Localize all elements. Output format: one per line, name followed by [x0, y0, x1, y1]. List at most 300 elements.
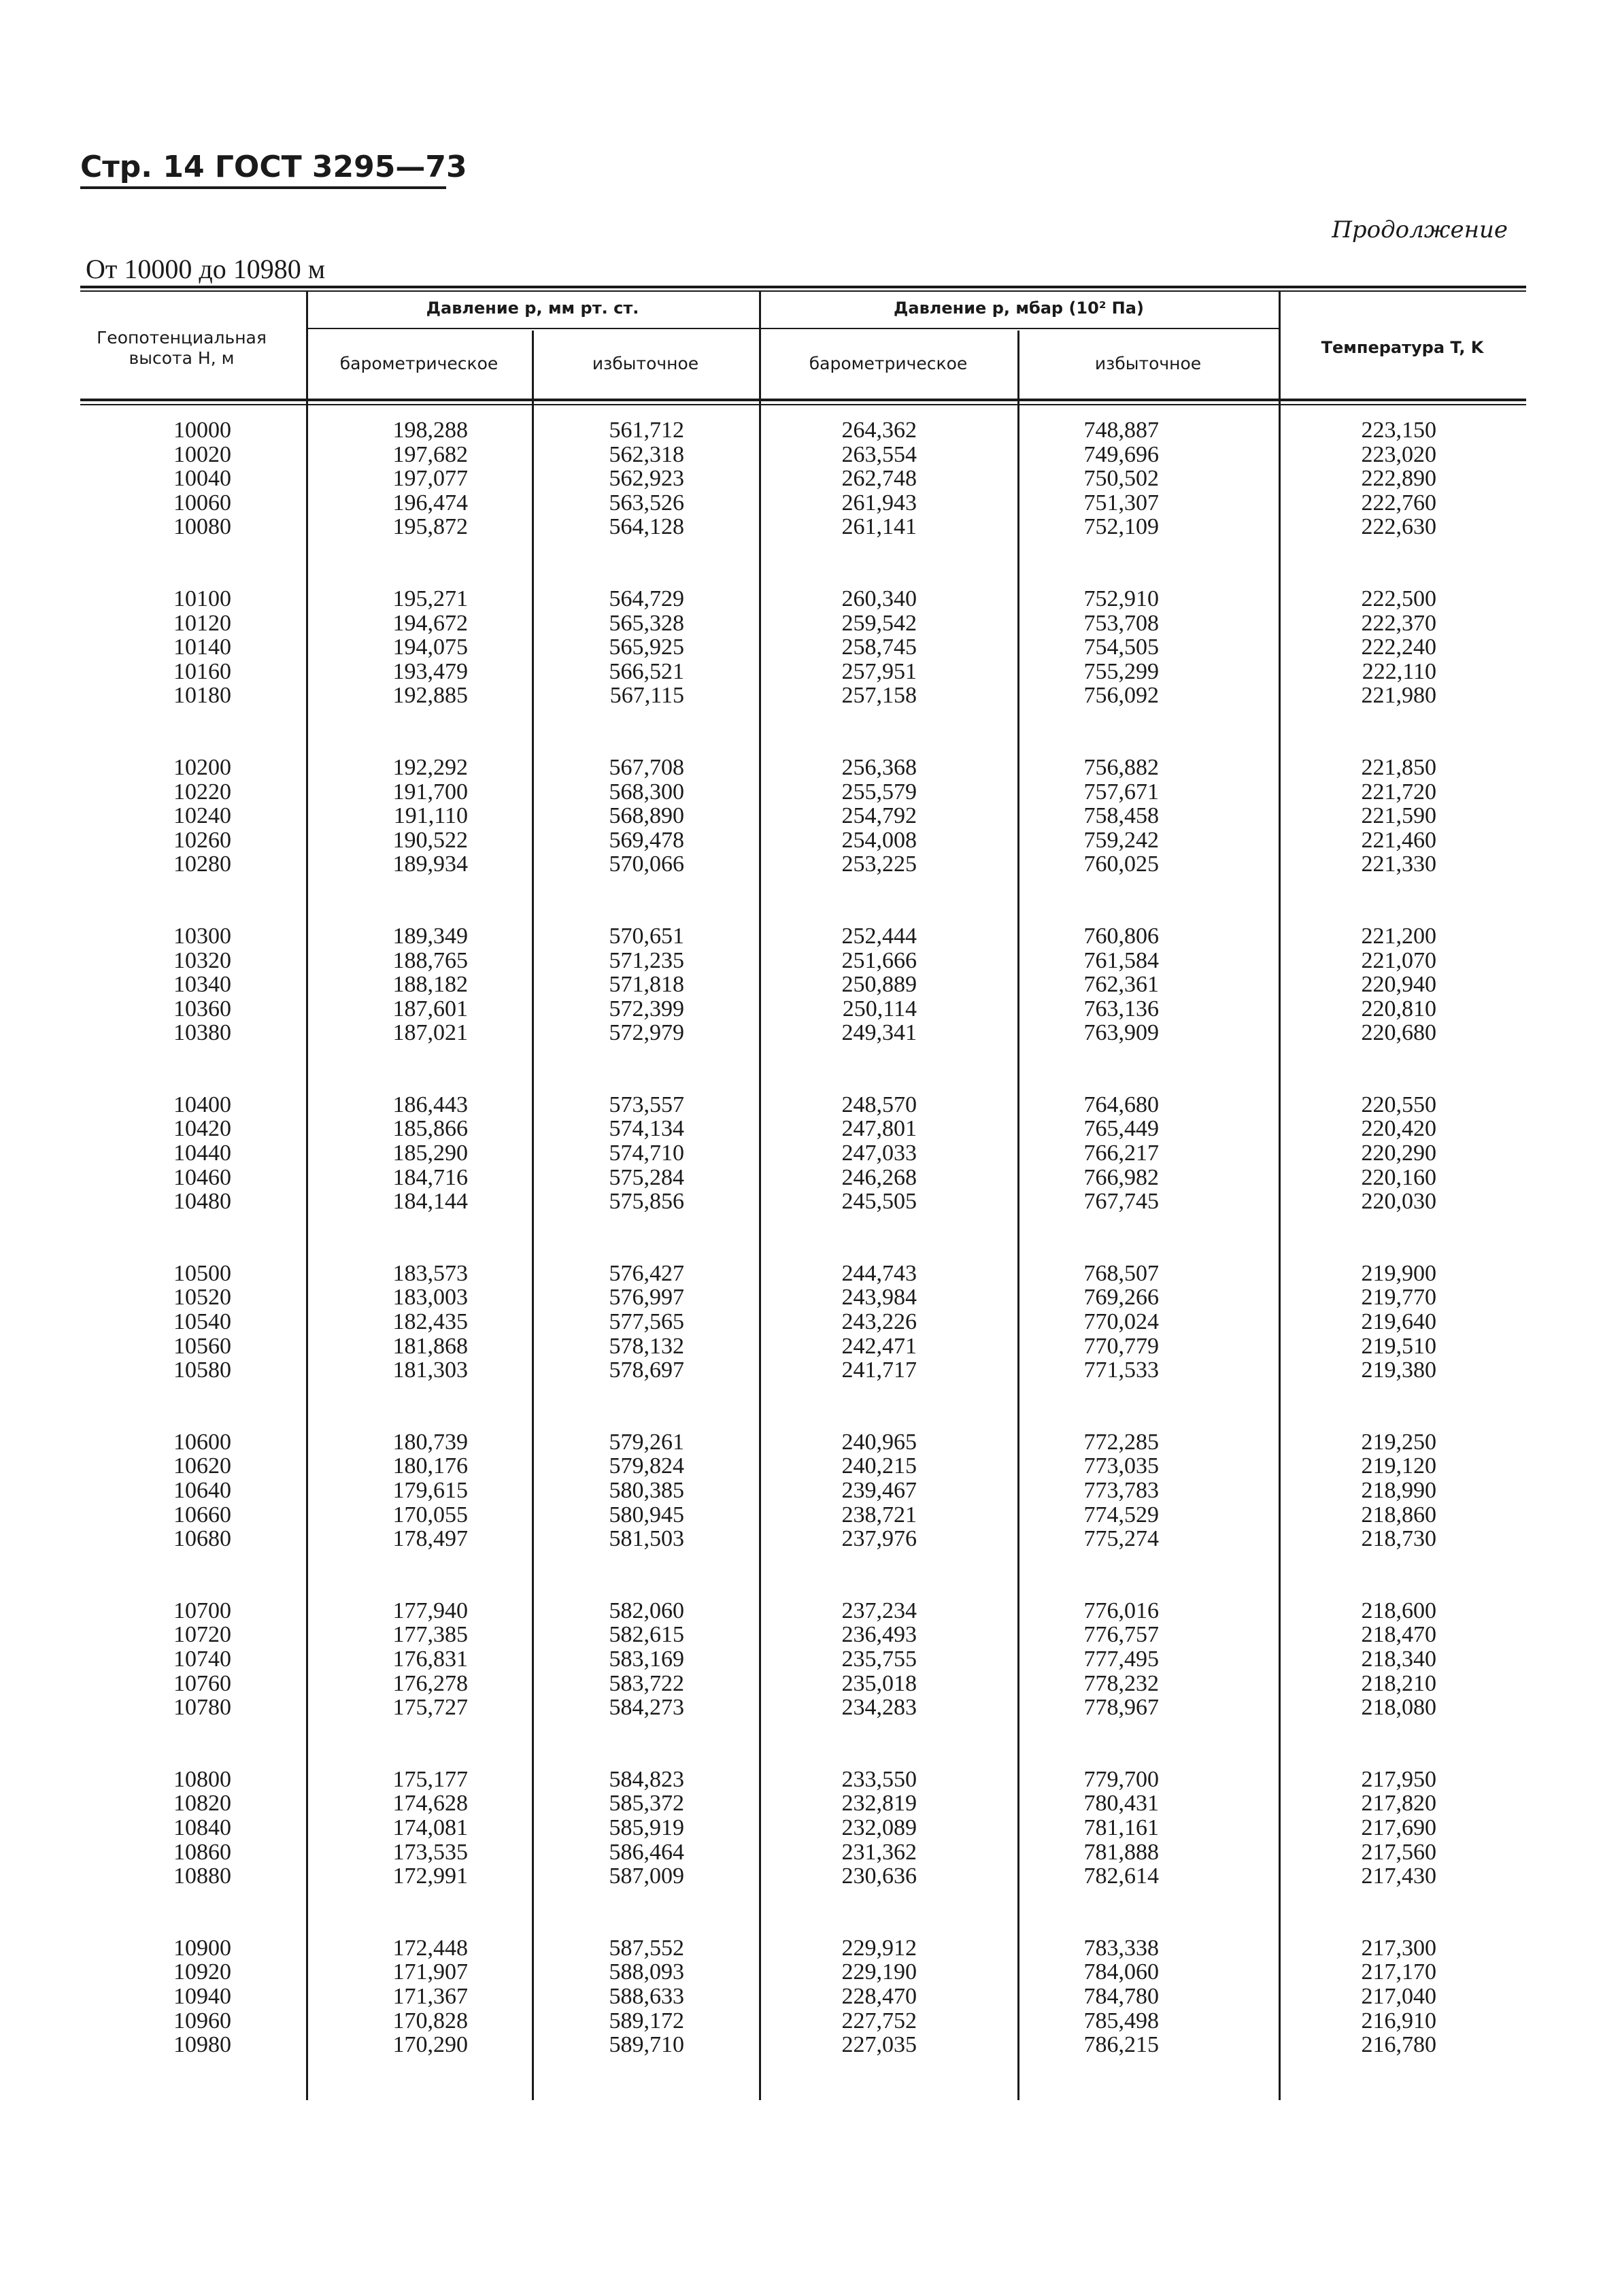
table-row	[80, 1647, 1526, 1672]
height-cell: 10280	[173, 851, 231, 877]
mbar-baro-cell: 263,554	[841, 441, 917, 467]
temp-cell: 218,990	[1361, 1478, 1436, 1503]
temp-cell: 223,020	[1361, 441, 1436, 467]
mbar-excess-cell: 774,529	[1083, 1502, 1159, 1527]
mm-excess-cell: 571,818	[609, 972, 684, 998]
mm-excess-cell: 589,172	[609, 2008, 684, 2033]
table-row	[80, 1503, 1526, 1527]
mbar-baro-cell: 260,340	[841, 586, 917, 611]
height-cell: 10800	[173, 1766, 231, 1792]
mbar-excess-cell: 778,967	[1083, 1695, 1159, 1721]
mm-baro-cell: 174,081	[392, 1814, 468, 1840]
mm-baro-cell: 177,940	[392, 1598, 468, 1623]
data-table	[80, 286, 1526, 2122]
height-cell: 10480	[173, 1189, 231, 1215]
mbar-baro-cell: 245,505	[841, 1189, 917, 1215]
mm-excess-cell: 567,708	[609, 754, 684, 780]
continuation-label: Продолжение	[1332, 216, 1508, 243]
height-cell: 10920	[173, 1959, 231, 1985]
mm-excess-cell: 584,273	[609, 1695, 684, 1721]
mm-excess-cell: 572,399	[609, 996, 684, 1022]
row-group	[80, 1768, 1526, 1889]
mbar-baro-cell: 246,268	[841, 1164, 917, 1190]
height-cell: 10380	[173, 1020, 231, 1046]
mm-baro-cell: 195,872	[392, 514, 468, 540]
col-mbar-excess-header: избыточное	[1094, 354, 1202, 373]
table-row	[80, 1021, 1526, 1045]
temp-cell: 223,150	[1361, 418, 1436, 443]
temp-cell: 221,460	[1361, 827, 1436, 853]
table-row	[80, 1599, 1526, 1623]
temp-cell: 220,160	[1361, 1164, 1436, 1190]
height-cell: 10700	[173, 1598, 231, 1623]
mm-excess-cell: 565,328	[609, 610, 684, 636]
temp-cell: 218,860	[1361, 1502, 1436, 1527]
mm-baro-cell: 173,535	[392, 1839, 468, 1865]
mbar-excess-cell: 761,584	[1083, 947, 1159, 973]
mm-baro-cell: 175,177	[392, 1766, 468, 1792]
mm-excess-cell: 570,651	[609, 923, 684, 949]
temp-cell: 218,730	[1361, 1526, 1436, 1552]
mbar-baro-cell: 232,819	[841, 1791, 917, 1817]
mm-excess-cell: 583,722	[609, 1670, 684, 1696]
table-row	[80, 973, 1526, 997]
height-cell: 10840	[173, 1814, 231, 1840]
page-header: Стр. 14 ГОСТ 3295—73	[80, 150, 467, 184]
mm-excess-cell: 586,464	[609, 1839, 684, 1865]
height-cell: 10660	[173, 1502, 231, 1527]
mm-baro-cell: 188,182	[392, 972, 468, 998]
mbar-excess-cell: 781,888	[1083, 1839, 1159, 1865]
mbar-baro-cell: 230,636	[841, 1863, 917, 1889]
mbar-excess-cell: 753,708	[1083, 610, 1159, 636]
table-row	[80, 1840, 1526, 1865]
temp-cell: 220,030	[1361, 1189, 1436, 1215]
height-cell: 10360	[173, 996, 231, 1022]
mbar-baro-cell: 261,141	[841, 514, 917, 540]
mm-excess-cell: 580,945	[609, 1502, 684, 1527]
mm-baro-cell: 181,868	[392, 1333, 468, 1359]
table-row	[80, 997, 1526, 1022]
height-cell: 10220	[173, 779, 231, 805]
mbar-baro-cell: 244,743	[841, 1260, 917, 1286]
height-cell: 10100	[173, 586, 231, 611]
mbar-excess-cell: 759,242	[1083, 827, 1159, 853]
mbar-excess-cell: 786,215	[1083, 2032, 1159, 2058]
mbar-excess-cell: 781,161	[1083, 1814, 1159, 1840]
mbar-baro-cell: 247,033	[841, 1141, 917, 1166]
height-cell: 10780	[173, 1695, 231, 1721]
table-row	[80, 1454, 1526, 1479]
table-row	[80, 611, 1526, 636]
height-cell: 10860	[173, 1839, 231, 1865]
temp-cell: 218,080	[1361, 1695, 1436, 1721]
mbar-excess-cell: 766,982	[1083, 1164, 1159, 1190]
mbar-excess-cell: 765,449	[1083, 1116, 1159, 1142]
height-cell: 10580	[173, 1357, 231, 1383]
table-row	[80, 2009, 1526, 2033]
mm-baro-cell: 171,367	[392, 1983, 468, 2009]
col-mm-baro-header: барометрическое	[339, 354, 499, 373]
temp-cell: 217,690	[1361, 1814, 1436, 1840]
mbar-excess-cell: 778,232	[1083, 1670, 1159, 1696]
mbar-excess-cell: 770,024	[1083, 1309, 1159, 1335]
mbar-baro-cell: 256,368	[841, 754, 917, 780]
table-row	[80, 949, 1526, 973]
mm-baro-cell: 183,573	[392, 1260, 468, 1286]
mbar-excess-cell: 769,266	[1083, 1285, 1159, 1311]
mbar-baro-cell: 257,158	[841, 683, 917, 709]
row-group	[80, 756, 1526, 877]
mbar-excess-cell: 762,361	[1083, 972, 1159, 998]
mm-excess-cell: 564,128	[609, 514, 684, 540]
mm-excess-cell: 564,729	[609, 586, 684, 611]
mbar-excess-cell: 783,338	[1083, 1935, 1159, 1961]
mbar-excess-cell: 776,757	[1083, 1622, 1159, 1648]
mm-baro-cell: 175,727	[392, 1695, 468, 1721]
height-cell: 10260	[173, 827, 231, 853]
mm-baro-cell: 189,349	[392, 923, 468, 949]
table-row	[80, 587, 1526, 611]
height-cell: 10180	[173, 683, 231, 709]
mbar-excess-cell: 760,806	[1083, 923, 1159, 949]
mbar-baro-cell: 249,341	[841, 1020, 917, 1046]
col-mm-excess-header: избыточное	[592, 354, 699, 373]
mbar-excess-cell: 771,533	[1083, 1357, 1159, 1383]
mm-baro-cell: 180,176	[392, 1453, 468, 1479]
mbar-baro-cell: 258,745	[841, 635, 917, 660]
col-temp-header: Температура T, K	[1321, 338, 1484, 357]
mm-baro-cell: 176,278	[392, 1670, 468, 1696]
temp-cell: 217,560	[1361, 1839, 1436, 1865]
temp-cell: 221,070	[1361, 947, 1436, 973]
table-row	[80, 1816, 1526, 1840]
mm-baro-cell: 191,700	[392, 779, 468, 805]
mm-baro-cell: 185,290	[392, 1141, 468, 1166]
mm-baro-cell: 174,628	[392, 1791, 468, 1817]
mm-baro-cell: 198,288	[392, 418, 468, 443]
mm-excess-cell: 563,526	[609, 490, 684, 516]
mm-baro-cell: 194,672	[392, 610, 468, 636]
mm-excess-cell: 565,925	[609, 635, 684, 660]
mbar-baro-cell: 232,089	[841, 1814, 917, 1840]
row-group	[80, 1262, 1526, 1383]
height-cell: 10680	[173, 1526, 231, 1552]
mm-excess-cell: 562,923	[609, 466, 684, 492]
mm-baro-cell: 180,739	[392, 1429, 468, 1455]
mm-baro-cell: 193,479	[392, 658, 468, 684]
table-row	[80, 467, 1526, 491]
mbar-excess-cell: 763,909	[1083, 1020, 1159, 1046]
table-row	[80, 804, 1526, 828]
mm-excess-cell: 568,890	[609, 803, 684, 829]
temp-cell: 221,330	[1361, 851, 1436, 877]
mm-excess-cell: 567,115	[609, 683, 684, 709]
height-cell: 10120	[173, 610, 231, 636]
mbar-baro-cell: 254,792	[841, 803, 917, 829]
mbar-baro-cell: 238,721	[841, 1502, 917, 1527]
group-mbar-rule	[759, 328, 1279, 329]
mm-baro-cell: 184,144	[392, 1189, 468, 1215]
temp-cell: 219,120	[1361, 1453, 1436, 1479]
table-row	[80, 1358, 1526, 1383]
mm-baro-cell: 191,110	[393, 803, 468, 829]
temp-cell: 216,910	[1361, 2008, 1436, 2033]
row-group	[80, 1093, 1526, 1214]
col-mbar-baro-header: барометрическое	[809, 354, 968, 373]
temp-cell: 218,340	[1361, 1646, 1436, 1672]
temp-cell: 220,810	[1361, 996, 1436, 1022]
temp-cell: 218,600	[1361, 1598, 1436, 1623]
table-row	[80, 1623, 1526, 1647]
mbar-baro-cell: 264,362	[841, 418, 917, 443]
mbar-baro-cell: 235,755	[841, 1646, 917, 1672]
mm-excess-cell: 588,093	[609, 1959, 684, 1985]
height-cell: 10560	[173, 1333, 231, 1359]
table-row	[80, 1527, 1526, 1551]
temp-cell: 222,500	[1361, 586, 1436, 611]
mm-baro-cell: 183,003	[392, 1285, 468, 1311]
mbar-excess-cell: 754,505	[1083, 635, 1159, 660]
table-row	[80, 1117, 1526, 1141]
mbar-excess-cell: 767,745	[1083, 1189, 1159, 1215]
height-cell: 10400	[173, 1092, 231, 1117]
row-group	[80, 924, 1526, 1045]
mbar-excess-cell: 750,502	[1083, 466, 1159, 492]
temp-cell: 222,890	[1361, 466, 1436, 492]
temp-cell: 222,760	[1361, 490, 1436, 516]
mbar-baro-cell: 229,190	[841, 1959, 917, 1985]
mm-excess-cell: 585,919	[609, 1814, 684, 1840]
mbar-excess-cell: 755,299	[1083, 658, 1159, 684]
mbar-excess-cell: 757,671	[1083, 779, 1159, 805]
temp-cell: 220,290	[1361, 1141, 1436, 1166]
mbar-baro-cell: 227,752	[841, 2008, 917, 2033]
row-group	[80, 587, 1526, 708]
mbar-baro-cell: 250,889	[841, 972, 917, 998]
mbar-excess-cell: 785,498	[1083, 2008, 1159, 2033]
mbar-baro-cell: 242,471	[841, 1333, 917, 1359]
mm-baro-cell: 194,075	[392, 635, 468, 660]
top-rule	[80, 286, 1526, 288]
height-cell: 10760	[173, 1670, 231, 1696]
header-rule-inner	[80, 404, 1526, 405]
mm-baro-cell: 195,271	[392, 586, 468, 611]
mm-baro-cell: 172,448	[392, 1935, 468, 1961]
mbar-excess-cell: 784,780	[1083, 1983, 1159, 2009]
mbar-baro-cell: 240,965	[841, 1429, 917, 1455]
mm-baro-cell: 181,303	[392, 1357, 468, 1383]
mm-excess-cell: 571,235	[609, 947, 684, 973]
height-cell: 10940	[173, 1983, 231, 2009]
mbar-excess-cell: 748,887	[1083, 418, 1159, 443]
mm-baro-cell: 184,716	[392, 1164, 468, 1190]
table-row	[80, 1334, 1526, 1359]
mbar-baro-cell: 252,444	[841, 923, 917, 949]
mm-excess-cell: 588,633	[609, 1983, 684, 2009]
table-row	[80, 780, 1526, 805]
temp-cell: 219,900	[1361, 1260, 1436, 1286]
mbar-baro-cell: 259,542	[841, 610, 917, 636]
mbar-excess-cell: 777,495	[1083, 1646, 1159, 1672]
mbar-excess-cell: 772,285	[1083, 1429, 1159, 1455]
height-cell: 10980	[173, 2032, 231, 2058]
height-cell: 10240	[173, 803, 231, 829]
temp-cell: 217,950	[1361, 1766, 1436, 1792]
mm-baro-cell: 187,601	[392, 996, 468, 1022]
height-cell: 10960	[173, 2008, 231, 2033]
temp-cell: 219,510	[1361, 1333, 1436, 1359]
mm-excess-cell: 561,712	[609, 418, 684, 443]
row-group	[80, 1599, 1526, 1720]
table-row	[80, 1864, 1526, 1889]
mm-excess-cell: 578,132	[609, 1333, 684, 1359]
table-row	[80, 2033, 1526, 2057]
table-row	[80, 1936, 1526, 1961]
mbar-excess-cell: 782,614	[1083, 1863, 1159, 1889]
mbar-baro-cell: 227,035	[841, 2032, 917, 2058]
mbar-baro-cell: 253,225	[841, 851, 917, 877]
height-cell: 10720	[173, 1622, 231, 1648]
table-row	[80, 1141, 1526, 1166]
mbar-baro-cell: 231,362	[841, 1839, 917, 1865]
mbar-baro-cell: 229,912	[841, 1935, 917, 1961]
mm-excess-cell: 578,697	[609, 1357, 684, 1383]
temp-cell: 220,550	[1361, 1092, 1436, 1117]
mbar-baro-cell: 243,226	[841, 1309, 917, 1335]
temp-cell: 221,980	[1361, 683, 1436, 709]
mm-baro-cell: 189,934	[392, 851, 468, 877]
mm-excess-cell: 576,427	[609, 1260, 684, 1286]
temp-cell: 217,170	[1361, 1959, 1436, 1985]
mbar-excess-cell: 749,696	[1083, 441, 1159, 467]
mbar-baro-cell: 241,717	[841, 1357, 917, 1383]
mbar-baro-cell: 254,008	[841, 827, 917, 853]
height-cell: 10820	[173, 1791, 231, 1817]
table-row	[80, 1768, 1526, 1792]
temp-cell: 218,210	[1361, 1670, 1436, 1696]
mm-excess-cell: 580,385	[609, 1478, 684, 1503]
table-row	[80, 1960, 1526, 1985]
temp-cell: 220,680	[1361, 1020, 1436, 1046]
mm-baro-cell: 187,021	[392, 1020, 468, 1046]
temp-cell: 219,640	[1361, 1309, 1436, 1335]
mm-baro-cell: 172,991	[392, 1863, 468, 1889]
mbar-excess-cell: 779,700	[1083, 1766, 1159, 1792]
temp-cell: 222,240	[1361, 635, 1436, 660]
temp-cell: 220,940	[1361, 972, 1436, 998]
mm-excess-cell: 574,710	[609, 1141, 684, 1166]
height-cell: 10140	[173, 635, 231, 660]
table-body	[80, 418, 1526, 2105]
mbar-baro-cell: 251,666	[841, 947, 917, 973]
table-row	[80, 443, 1526, 467]
mbar-baro-cell: 248,570	[841, 1092, 917, 1117]
mm-excess-cell: 572,979	[609, 1020, 684, 1046]
mm-excess-cell: 568,300	[609, 779, 684, 805]
mbar-excess-cell: 752,910	[1083, 586, 1159, 611]
mm-excess-cell: 575,284	[609, 1164, 684, 1190]
mbar-excess-cell: 756,092	[1083, 683, 1159, 709]
group-mm-header: Давление p, мм рт. ст.	[426, 299, 639, 318]
mbar-baro-cell: 228,470	[841, 1983, 917, 2009]
table-row	[80, 1672, 1526, 1696]
mbar-baro-cell: 237,976	[841, 1526, 917, 1552]
table-row	[80, 683, 1526, 708]
temp-cell: 219,380	[1361, 1357, 1436, 1383]
mbar-excess-cell: 773,783	[1083, 1478, 1159, 1503]
temp-cell: 216,780	[1361, 2032, 1436, 2058]
mm-baro-cell: 179,615	[392, 1478, 468, 1503]
mm-excess-cell: 584,823	[609, 1766, 684, 1792]
table-row	[80, 1189, 1526, 1214]
page-header-rule	[80, 186, 446, 189]
table-row	[80, 828, 1526, 853]
height-cell: 10740	[173, 1646, 231, 1672]
temp-cell: 221,200	[1361, 923, 1436, 949]
temp-cell: 221,720	[1361, 779, 1436, 805]
col-height-header: Геопотенциальная высота H, м	[97, 328, 267, 368]
mbar-baro-cell: 233,550	[841, 1766, 917, 1792]
height-cell: 10320	[173, 947, 231, 973]
mbar-baro-cell: 236,493	[841, 1622, 917, 1648]
mm-excess-cell: 575,856	[609, 1189, 684, 1215]
table-row	[80, 1791, 1526, 1816]
temp-cell: 222,370	[1361, 610, 1436, 636]
mm-baro-cell: 185,866	[392, 1116, 468, 1142]
mbar-baro-cell: 255,579	[841, 779, 917, 805]
temp-cell: 219,250	[1361, 1429, 1436, 1455]
group-mbar-header: Давление p, мбар (10² Па)	[894, 299, 1144, 318]
mbar-excess-cell: 780,431	[1083, 1791, 1159, 1817]
range-title: От 10000 до 10980 м	[86, 254, 326, 284]
height-cell: 10460	[173, 1164, 231, 1190]
height-cell: 10900	[173, 1935, 231, 1961]
height-cell: 10500	[173, 1260, 231, 1286]
mbar-excess-cell: 758,458	[1083, 803, 1159, 829]
mm-baro-cell: 178,497	[392, 1526, 468, 1552]
mm-baro-cell: 177,385	[392, 1622, 468, 1648]
mbar-excess-cell: 751,307	[1083, 490, 1159, 516]
height-cell: 10620	[173, 1453, 231, 1479]
mm-excess-cell: 583,169	[609, 1646, 684, 1672]
table-row	[80, 515, 1526, 539]
mbar-baro-cell: 240,215	[841, 1453, 917, 1479]
mbar-baro-cell: 247,801	[841, 1116, 917, 1142]
mm-excess-cell: 573,557	[609, 1092, 684, 1117]
mm-baro-cell: 170,055	[392, 1502, 468, 1527]
table-row	[80, 418, 1526, 443]
mbar-baro-cell: 234,283	[841, 1695, 917, 1721]
mm-excess-cell: 589,710	[609, 2032, 684, 2058]
mm-baro-cell: 192,885	[392, 683, 468, 709]
mm-excess-cell: 582,615	[609, 1622, 684, 1648]
mbar-excess-cell: 770,779	[1083, 1333, 1159, 1359]
table-row	[80, 1262, 1526, 1286]
mm-baro-cell: 170,828	[392, 2008, 468, 2033]
mm-baro-cell: 176,831	[392, 1646, 468, 1672]
mm-baro-cell: 188,765	[392, 947, 468, 973]
table-row	[80, 1985, 1526, 2009]
height-cell: 10060	[173, 490, 231, 516]
mbar-excess-cell: 776,016	[1083, 1598, 1159, 1623]
mbar-excess-cell: 775,274	[1083, 1526, 1159, 1552]
mm-baro-cell: 196,474	[392, 490, 468, 516]
height-cell: 10520	[173, 1285, 231, 1311]
table-row	[80, 635, 1526, 660]
mm-baro-cell: 186,443	[392, 1092, 468, 1117]
height-cell: 10200	[173, 754, 231, 780]
